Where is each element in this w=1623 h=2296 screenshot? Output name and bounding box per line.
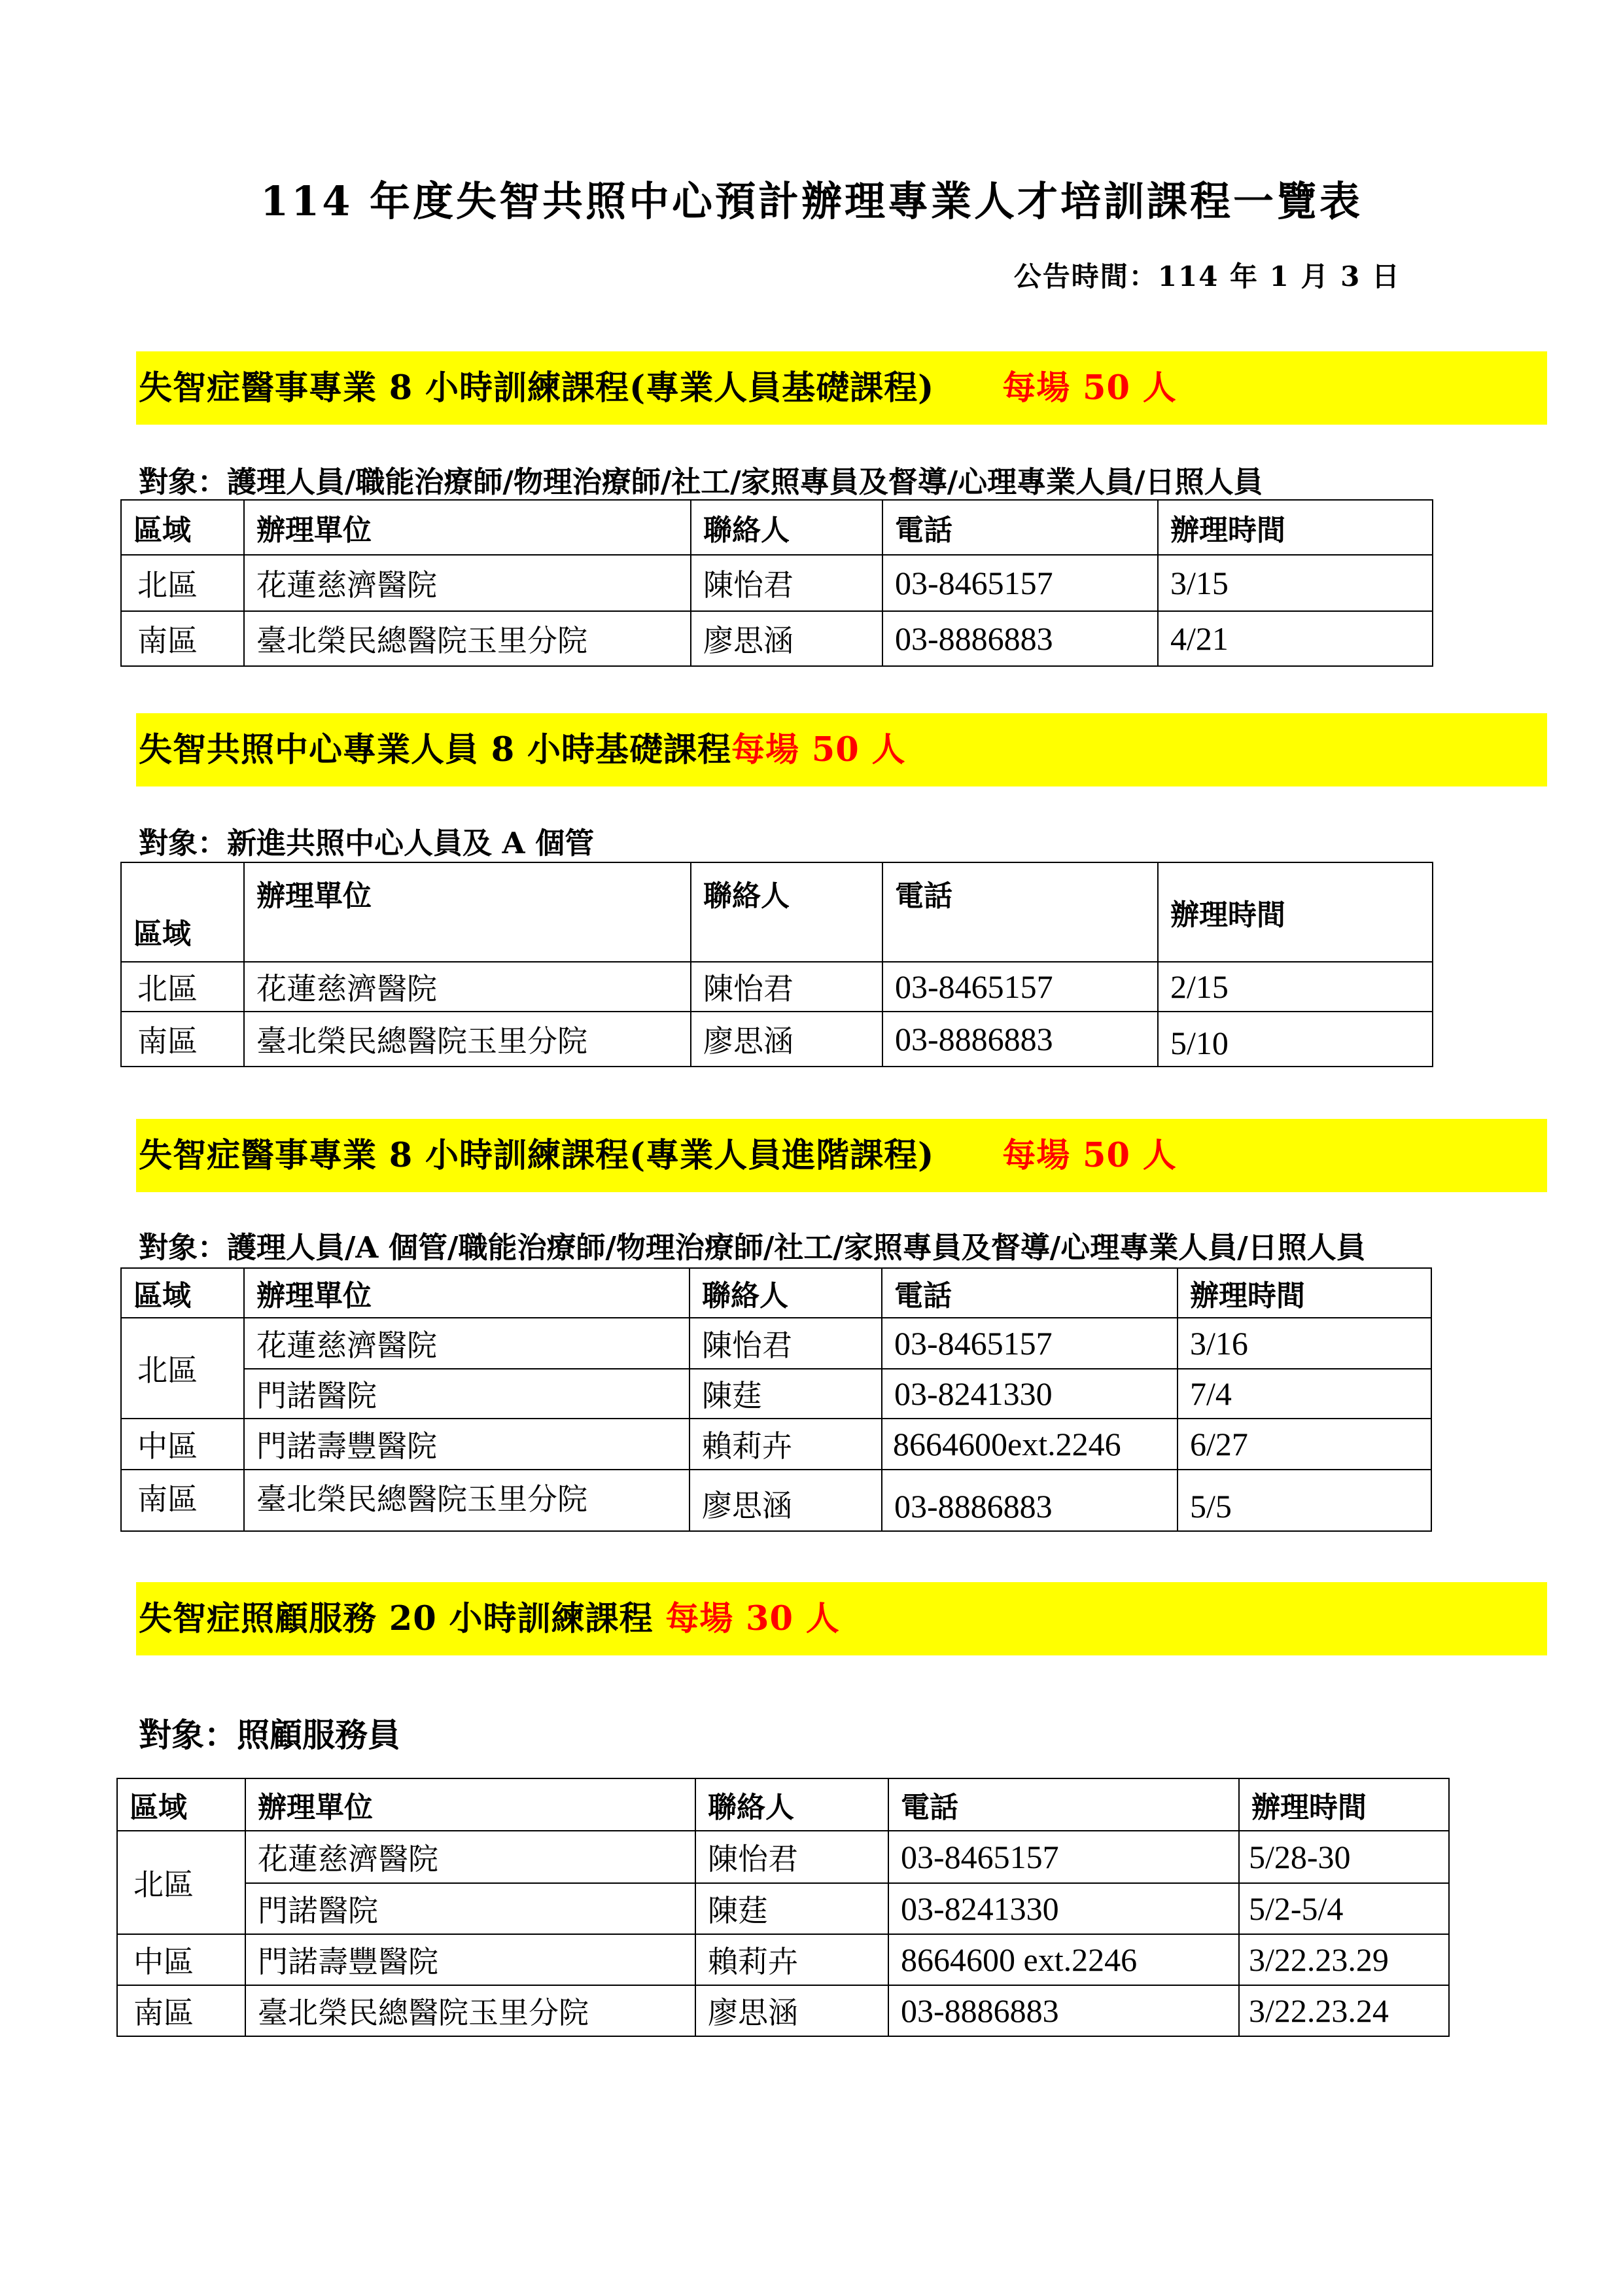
header-region: 區域 (117, 1778, 245, 1831)
header-region: 區域 (121, 1268, 244, 1318)
session-capacity: 每場 50 人 (1002, 1136, 1177, 1175)
region-cell: 南區 (121, 1012, 244, 1067)
table-row (121, 611, 1433, 666)
course-title: 失智症照顧服務 20 小時訓練課程 (139, 1599, 654, 1638)
phone-cell: 03-8241330 (882, 1369, 1178, 1419)
unit-cell: 門諾壽豐醫院 (245, 1934, 695, 1985)
time-cell: 3/22.23.29 (1239, 1934, 1449, 1985)
phone-cell: 8664600 ext.2246 (888, 1934, 1239, 1985)
contact-cell: 陳怡君 (695, 1831, 888, 1883)
unit-cell: 臺北榮民總醫院玉里分院 (244, 1470, 689, 1531)
header-region: 區域 (121, 862, 244, 962)
table-row (121, 962, 1433, 1012)
target-audience: 對象：照顧服務員 (139, 1716, 400, 1754)
region-cell: 北區 (121, 1318, 244, 1419)
region-cell: 北區 (121, 555, 244, 611)
table-header-row (121, 862, 1433, 962)
contact-cell: 陳莛 (695, 1883, 888, 1934)
time-cell: 3/15 (1158, 555, 1433, 611)
time-cell: 3/22.23.24 (1239, 1985, 1449, 2036)
header-phone: 電話 (882, 862, 1158, 962)
region-cell: 北區 (117, 1831, 245, 1934)
target-audience: 對象：新進共照中心人員及 A 個管 (139, 826, 595, 860)
unit-cell: 花蓮慈濟醫院 (244, 1318, 689, 1369)
header-contact: 聯絡人 (689, 1268, 882, 1318)
header-unit: 辦理單位 (244, 862, 691, 962)
unit-cell: 臺北榮民總醫院玉里分院 (244, 1012, 691, 1067)
region-cell: 北區 (121, 962, 244, 1012)
contact-cell: 賴莉卉 (689, 1419, 882, 1470)
contact-cell: 廖思涵 (691, 611, 882, 666)
header-unit: 辦理單位 (244, 500, 691, 555)
header-unit: 辦理單位 (245, 1778, 695, 1831)
phone-cell: 03-8241330 (888, 1883, 1239, 1934)
header-phone: 電話 (882, 1268, 1178, 1318)
phone-cell: 03-8465157 (882, 962, 1158, 1012)
header-time: 辦理時間 (1178, 1268, 1431, 1318)
header-region: 區域 (121, 500, 244, 555)
header-contact: 聯絡人 (691, 500, 882, 555)
table-row (117, 1934, 1449, 1985)
unit-cell: 臺北榮民總醫院玉里分院 (244, 611, 691, 666)
table-row (121, 555, 1433, 611)
session-capacity: 每場 30 人 (665, 1599, 840, 1638)
table-row (117, 1831, 1449, 1883)
header-time: 辦理時間 (1158, 862, 1433, 962)
announcement-date: 公告時間：114 年 1 月 3 日 (1013, 260, 1401, 292)
table-header-row (121, 1268, 1431, 1318)
time-cell: 5/5 (1178, 1470, 1431, 1531)
phone-cell: 8664600ext.2246 (882, 1419, 1178, 1470)
time-cell: 5/2-5/4 (1239, 1883, 1449, 1934)
header-phone: 電話 (888, 1778, 1239, 1831)
header-phone: 電話 (882, 500, 1158, 555)
table-header-row (117, 1778, 1449, 1831)
contact-cell: 陳怡君 (689, 1318, 882, 1369)
phone-cell: 03-8886883 (882, 1012, 1158, 1067)
phone-cell: 03-8886883 (888, 1985, 1239, 2036)
time-cell: 2/15 (1158, 962, 1433, 1012)
contact-cell: 陳怡君 (691, 962, 882, 1012)
unit-cell: 門諾壽豐醫院 (244, 1419, 689, 1470)
session-capacity: 每場 50 人 (1002, 368, 1177, 408)
time-cell: 3/16 (1178, 1318, 1431, 1369)
table-row (121, 1419, 1431, 1470)
course-title: 失智症醫事專業 8 小時訓練課程(專業人員基礎課程) (139, 368, 935, 408)
header-contact: 聯絡人 (691, 862, 882, 962)
table-row (121, 1369, 1431, 1419)
course-table-1 (120, 499, 1433, 667)
phone-cell: 03-8465157 (888, 1831, 1239, 1883)
unit-cell: 門諾醫院 (244, 1369, 689, 1419)
region-cell: 南區 (117, 1985, 245, 2036)
course-title: 失智症醫事專業 8 小時訓練課程(專業人員進階課程) (139, 1136, 935, 1175)
region-cell: 南區 (121, 611, 244, 666)
course-table-3 (120, 1267, 1432, 1532)
time-cell: 5/28-30 (1239, 1831, 1449, 1883)
contact-cell: 廖思涵 (691, 1012, 882, 1067)
header-time: 辦理時間 (1158, 500, 1433, 555)
phone-cell: 03-8465157 (882, 1318, 1178, 1369)
unit-cell: 門諾醫院 (245, 1883, 695, 1934)
unit-cell: 臺北榮民總醫院玉里分院 (245, 1985, 695, 2036)
table-row (121, 1012, 1433, 1067)
target-audience: 對象：護理人員/A 個管/職能治療師/物理治療師/社工/家照專員及督導/心理專業人員/日照人員 (139, 1230, 1366, 1265)
course-title: 失智共照中心專業人員 8 小時基礎課程 (139, 730, 731, 769)
phone-cell: 03-8886883 (882, 611, 1158, 666)
header-contact: 聯絡人 (695, 1778, 888, 1831)
phone-cell: 03-8886883 (882, 1470, 1178, 1531)
contact-cell: 陳莛 (689, 1369, 882, 1419)
course-banner-3 (136, 1119, 1547, 1192)
target-audience: 對象：護理人員/職能治療師/物理治療師/社工/家照專員及督導/心理專業人員/日照人員 (139, 465, 1263, 499)
contact-cell: 廖思涵 (695, 1985, 888, 2036)
time-cell: 6/27 (1178, 1419, 1431, 1470)
table-row (121, 1470, 1431, 1531)
region-cell: 中區 (121, 1419, 244, 1470)
table-header-row (121, 500, 1433, 555)
contact-cell: 賴莉卉 (695, 1934, 888, 1985)
region-cell: 南區 (121, 1470, 244, 1531)
table-row (117, 1985, 1449, 2036)
course-banner-4 (136, 1582, 1547, 1655)
course-table-4 (116, 1778, 1450, 2037)
unit-cell: 花蓮慈濟醫院 (244, 962, 691, 1012)
course-table-2 (120, 862, 1433, 1067)
time-cell: 5/10 (1158, 1012, 1433, 1067)
time-cell: 4/21 (1158, 611, 1433, 666)
table-row (117, 1883, 1449, 1934)
region-cell: 中區 (117, 1934, 245, 1985)
session-capacity: 每場 50 人 (731, 730, 906, 769)
unit-cell: 花蓮慈濟醫院 (245, 1831, 695, 1883)
page-title: 114 年度失智共照中心預計辦理專業人才培訓課程一覽表 (260, 177, 1363, 225)
course-banner-1 (136, 351, 1547, 425)
time-cell: 7/4 (1178, 1369, 1431, 1419)
header-time: 辦理時間 (1239, 1778, 1449, 1831)
contact-cell: 廖思涵 (689, 1470, 882, 1531)
course-banner-2 (136, 713, 1547, 786)
unit-cell: 花蓮慈濟醫院 (244, 555, 691, 611)
phone-cell: 03-8465157 (882, 555, 1158, 611)
header-unit: 辦理單位 (244, 1268, 689, 1318)
table-row (121, 1318, 1431, 1369)
contact-cell: 陳怡君 (691, 555, 882, 611)
